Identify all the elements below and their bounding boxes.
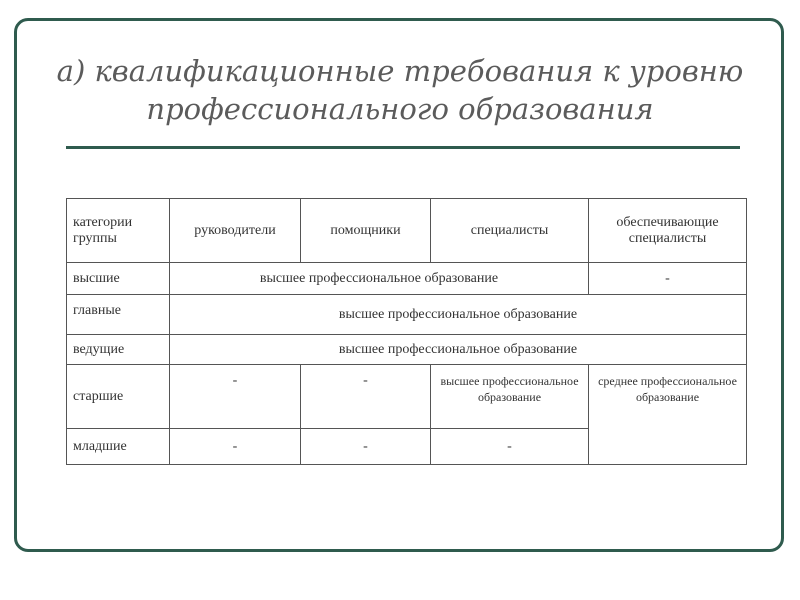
cell-leading-education: высшее профессиональное образование xyxy=(170,335,747,365)
table-row-senior xyxy=(67,365,747,429)
cell-highest-support: - xyxy=(589,263,747,295)
table-row-main xyxy=(67,295,747,335)
cell-junior-managers: - xyxy=(170,429,301,465)
cell-highest-education: высшее профессиональное образование xyxy=(170,263,589,295)
header-category: категории группы xyxy=(67,199,170,263)
slide-title xyxy=(40,52,760,128)
title-underline xyxy=(66,146,740,149)
row-label-senior: старшие xyxy=(67,365,170,429)
header-assistants: помощники xyxy=(301,199,431,263)
title-line-1: а) квалификационные требования к уровню xyxy=(56,54,744,88)
header-managers: руководители xyxy=(170,199,301,263)
row-label-leading: ведущие xyxy=(67,335,170,365)
table-row-leading xyxy=(67,335,747,365)
header-specialists: специалисты xyxy=(431,199,589,263)
cell-senior-managers: - xyxy=(170,365,301,429)
table-row-highest xyxy=(67,263,747,295)
table-row-header xyxy=(67,199,747,263)
cell-junior-assistants: - xyxy=(301,429,431,465)
row-label-junior: младшие xyxy=(67,429,170,465)
cell-main-education: высшее профессиональное образование xyxy=(170,295,747,335)
title-line-2: профессионального образования xyxy=(146,92,654,126)
cell-junior-specialists: - xyxy=(431,429,589,465)
cell-senior-specialists: высшее профессиональное образование xyxy=(431,365,589,429)
cell-senior-assistants: - xyxy=(301,365,431,429)
header-support: обеспечивающие специалисты xyxy=(589,199,747,263)
row-label-main: главные xyxy=(67,295,170,335)
row-label-highest: высшие xyxy=(67,263,170,295)
qualification-table xyxy=(66,198,747,465)
cell-senior-junior-support: среднее профессиональное образование xyxy=(589,365,747,465)
